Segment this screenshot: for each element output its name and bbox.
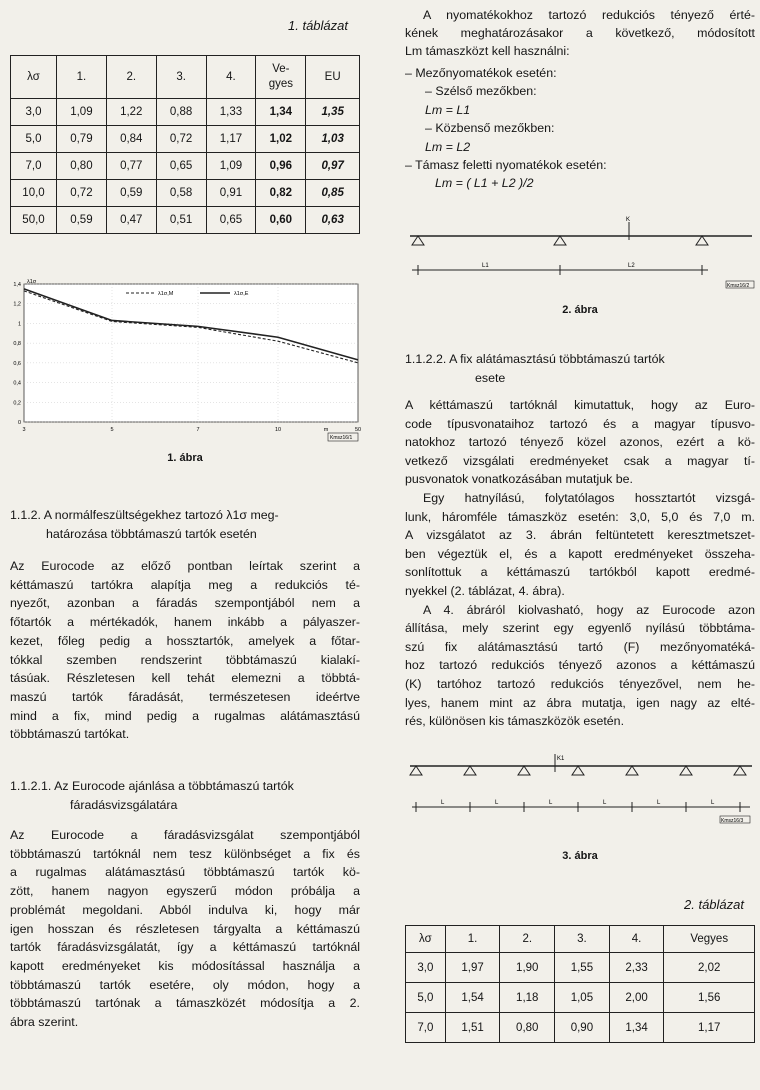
table-cell: 1,33	[206, 99, 256, 126]
table-cell: 0,77	[106, 153, 156, 180]
table-cell: 2,00	[609, 983, 664, 1013]
text-line: tartók fáradásvizsgálatát, így a kéttámaszú tartóknál	[10, 940, 360, 955]
list-item: – Szélső mezőkben:	[425, 84, 537, 99]
text-line: A vizsgálatot az 3. ábrán feltüntetett keresztmetszet-	[405, 528, 755, 543]
header-cell: 2.	[500, 926, 555, 953]
header-cell: 1.	[57, 56, 107, 99]
table-cell: 0,96	[256, 153, 306, 180]
formula: Lm = L2	[425, 139, 471, 154]
heading-line: határozása többtámaszú tartók esetén	[46, 526, 257, 541]
text-line: sonlítottuk a kéttámaszú tartókból kapott eredmé-	[405, 565, 755, 580]
y-tick-label: 1,2	[13, 301, 21, 308]
header-cell: 4.	[206, 56, 256, 99]
text-line: pusvonatok vonatkozásában mutatjuk be.	[405, 472, 633, 487]
table-row	[11, 180, 360, 207]
intro-paragraph	[405, 6, 755, 60]
text-line: többtámaszú tartók esetére, oly módon, hogy a	[10, 977, 360, 992]
text-line: nyezőt, azonban a fáradás szempontjából nem a	[10, 596, 360, 611]
table-header-row	[11, 56, 360, 99]
y-tick-label: 0,8	[13, 341, 21, 348]
text-line: code típusvonataihoz tartozó és a magyar típusvo-	[405, 416, 755, 431]
table-cell: 1,09	[206, 153, 256, 180]
heading-line: fáradásvizsgálatára	[70, 797, 178, 812]
table-cell: 1,05	[555, 983, 610, 1013]
support-icon	[626, 766, 638, 775]
table-cell: 1,18	[500, 983, 555, 1013]
support-icon	[680, 766, 692, 775]
text-line: többtámaszú tartóknál nem tesz különbséget a fix és	[10, 846, 360, 861]
table-cell: 2,33	[609, 953, 664, 983]
table-cell: 0,88	[156, 99, 206, 126]
header-cell: 4.	[609, 926, 664, 953]
text-line: A kéttámaszú tartóknál kimutattuk, hogy az Euro-	[405, 398, 755, 412]
text-line: állítása, mely szerint egy egyenlő nyílású többtáma-	[405, 621, 755, 636]
text-line: Lm támaszközt kell használni:	[405, 44, 570, 58]
table-cell: 1,35	[306, 99, 360, 126]
heading-line: esete	[475, 370, 506, 385]
table-row	[406, 953, 755, 983]
y-tick-label: 0,4	[13, 380, 21, 387]
heading-line: 1.1.2.1. Az Eurocode ajánlása a többtámaszú tartók	[10, 779, 294, 793]
text-line: maszú tartók fáradását, természetesen ideértve	[10, 689, 360, 704]
table-cell: 0,47	[106, 207, 156, 234]
table-cell: 3,0	[11, 99, 57, 126]
text-line: a rugalmas alátámasztású többtámaszú tartók kö-	[10, 865, 360, 880]
text-line: vetkező vizsgálati eredményeket csak a magyar tí-	[405, 453, 755, 468]
header-cell: 2.	[106, 56, 156, 99]
figure-stamp: Kmsz16/1	[330, 435, 353, 441]
table-cell: 0,91	[206, 180, 256, 207]
text-line: főtartók a mértékadók, hanem inkább a pályaszer-	[10, 615, 360, 630]
formula: Lm = L1	[425, 102, 471, 117]
table2	[405, 925, 755, 1043]
text-line: lyes, hanem mint az ábra mutatja, igen nagy az elté-	[405, 695, 755, 710]
span-label: L	[657, 800, 661, 806]
text-line: tásúak. Részletesen kell tehát elemezni a többtá-	[10, 671, 360, 686]
table-cell: 0,59	[57, 207, 107, 234]
header-cell: Ve- gyes	[256, 56, 306, 99]
table-cell: 1,51	[445, 1013, 500, 1043]
x-tick-label: 5	[110, 427, 114, 433]
section-1-1-2-2-heading	[405, 350, 755, 387]
table-cell: 0,72	[156, 126, 206, 153]
paragraph-1	[10, 557, 360, 744]
text-line: szú fix alátámasztású tartó (F) mezőnyomatéká-	[405, 639, 755, 654]
table-cell: 0,72	[57, 180, 107, 207]
text-line: problémát megoldani. Abból indulva ki, hogy már	[10, 902, 360, 917]
table-cell: 5,0	[406, 983, 446, 1013]
header-cell: Vegyes	[664, 926, 755, 953]
figure3-caption: 3. ábra	[562, 850, 598, 862]
table-cell: 0,63	[306, 207, 360, 234]
text-line: A nyomatékokhoz tartozó redukciós tényező érté-	[423, 8, 755, 22]
heading-line: 1.1.2. A normálfeszültségekhez tartozó λ1σ meg-	[10, 508, 279, 522]
text-line: lunk, háromféle támaszköz esetén: 3,0, 5,0 és 7,0 m.	[405, 509, 755, 524]
text-line: hoz tartozó redukciós tényező azonos a kéttámaszú	[405, 658, 755, 673]
table-cell: 0,90	[555, 1013, 610, 1043]
text-line: zött, hanem nagyon egyszerű módon próbálja a	[10, 884, 360, 899]
table-cell: 1,55	[555, 953, 610, 983]
x-tick-label: 7	[196, 427, 200, 433]
table-cell: 0,51	[156, 207, 206, 234]
table-cell: 0,82	[256, 180, 306, 207]
table-cell: 1,22	[106, 99, 156, 126]
table-cell: 1,09	[57, 99, 107, 126]
text-line: rés, különösen kis támaszközök esetén.	[405, 714, 625, 729]
plot-area	[24, 284, 358, 422]
text-line: ben végeztük el, és a kapott eredményeket összeha-	[405, 546, 755, 561]
table-cell: 2,02	[664, 953, 755, 983]
corner-label: λ1σ	[27, 279, 37, 285]
list-item: – Támasz feletti nyomatékok esetén:	[405, 158, 607, 173]
lm-definition-list	[405, 64, 755, 193]
table-cell: 0,79	[57, 126, 107, 153]
text-line: Az Eurocode a fáradásvizsgálat szempontjából	[10, 828, 360, 842]
table-cell: 3,0	[406, 953, 446, 983]
figure1-caption: 1. ábra	[167, 452, 203, 464]
text-line: igen hosszan és részletesen tárgyalta a kéttámaszú	[10, 921, 360, 936]
table-cell: 1,56	[664, 983, 755, 1013]
table1-caption: 1. táblázat	[288, 18, 348, 33]
support-icon	[412, 236, 424, 245]
table2-caption: 2. táblázat	[684, 897, 744, 912]
text-line: kének meghatározásakor a következő, módosított	[405, 26, 755, 40]
fig2-l2-label: L2	[628, 263, 635, 269]
text-line: kéttámaszú tartókra alapítja meg a redukciós té-	[10, 577, 360, 592]
header-cell: 3.	[156, 56, 206, 99]
span-label: L	[549, 800, 553, 806]
header-cell: 1.	[445, 926, 500, 953]
formula: Lm = ( L1 + L2 )/2	[435, 176, 534, 191]
header-cell: 3.	[555, 926, 610, 953]
span-label: L	[711, 800, 715, 806]
legend-label-2: λ1σ,E	[234, 291, 249, 297]
text-line: nyekkel (2. táblázat, 4. ábra).	[405, 583, 565, 598]
text-line: natokhoz tartozó tényező közel azonos, ezért a kö-	[405, 435, 755, 450]
figure-stamp: Kmsz16/3	[721, 818, 744, 824]
text-line: ábra szerint.	[10, 1015, 79, 1030]
table-cell: 1,34	[256, 99, 306, 126]
x-tick-label: 10	[274, 427, 282, 433]
fig2-l1-label: L1	[482, 263, 489, 269]
support-icon	[554, 236, 566, 245]
span-label: L	[495, 800, 499, 806]
list-item: – Mezőnyomatékok esetén:	[405, 66, 557, 80]
table-row	[11, 99, 360, 126]
table-cell: 1,97	[445, 953, 500, 983]
table-cell: 0,85	[306, 180, 360, 207]
table-cell: 1,17	[664, 1013, 755, 1043]
table-cell: 1,54	[445, 983, 500, 1013]
figure-stamp: Kmsz16/2	[727, 283, 750, 289]
support-icon	[696, 236, 708, 245]
table-cell: 0,60	[256, 207, 306, 234]
x-tick-label: 50	[354, 427, 362, 433]
text-line: többtámaszú tartókat.	[10, 727, 130, 742]
figure2-diagram	[400, 210, 760, 290]
y-tick-label: 0,6	[13, 360, 21, 367]
table-cell: 50,0	[11, 207, 57, 234]
x-tick-label: m	[323, 427, 329, 433]
table-cell: 0,59	[106, 180, 156, 207]
table-cell: 0,97	[306, 153, 360, 180]
table-cell: 10,0	[11, 180, 57, 207]
paragraph-2	[10, 826, 360, 1032]
table-cell: 7,0	[11, 153, 57, 180]
text-line: tókkal szemben rendszerint többtámaszú kialakí-	[10, 652, 360, 667]
table-cell: 1,17	[206, 126, 256, 153]
text-line: mind a fix, mind pedig a rugalmas alátámasztású	[10, 708, 360, 723]
text-line: kapott eredményeket kis módosítással használja a	[10, 958, 360, 973]
y-tick-label: 1,4	[13, 282, 21, 288]
table-row	[406, 983, 755, 1013]
legend-label-1: λ1σ,M	[158, 291, 174, 297]
table-cell: 5,0	[11, 126, 57, 153]
section-1-1-2-heading	[10, 506, 360, 543]
header-cell: λσ	[11, 56, 57, 99]
table-cell: 1,02	[256, 126, 306, 153]
table-cell: 1,03	[306, 126, 360, 153]
table-cell: 0,58	[156, 180, 206, 207]
table-row	[11, 207, 360, 234]
table-cell: 7,0	[406, 1013, 446, 1043]
figure1-chart	[6, 272, 368, 444]
text-line: többtámaszú tartónak a támaszközét módosítja a 2.	[10, 996, 360, 1011]
heading-line: 1.1.2.2. A fix alátámasztású többtámaszú tartók	[405, 352, 665, 366]
paragraph-3	[405, 396, 755, 731]
span-label: L	[441, 800, 445, 806]
table-cell: 1,34	[609, 1013, 664, 1043]
y-tick-label: 0	[17, 420, 21, 426]
table-row	[11, 126, 360, 153]
support-icon	[734, 766, 746, 775]
table-cell: 0,65	[156, 153, 206, 180]
text-line: Az Eurocode az előző pontban leírtak szerint a	[10, 559, 360, 573]
table-header-row	[406, 926, 755, 953]
span-label: L	[603, 800, 607, 806]
header-cell: EU	[306, 56, 360, 99]
header-cell: λσ	[406, 926, 446, 953]
table-cell: 0,80	[57, 153, 107, 180]
support-icon	[572, 766, 584, 775]
table-cell: 1,90	[500, 953, 555, 983]
text-line: (K) tartóhoz tartozó redukciós tényezővel, nem he-	[405, 676, 755, 691]
y-tick-label: 0,2	[13, 400, 21, 407]
x-tick-label: 3	[22, 427, 26, 433]
support-icon	[464, 766, 476, 775]
y-tick-label: 1	[17, 321, 21, 328]
table-row	[406, 1013, 755, 1043]
support-icon	[410, 766, 422, 775]
list-item: – Közbenső mezőkben:	[425, 121, 555, 136]
table-row	[11, 153, 360, 180]
text-line: kezet, főleg pedig a hossztartók, amelyek a főtar-	[10, 633, 360, 648]
table1	[10, 55, 360, 234]
support-icon	[518, 766, 530, 775]
text-line: Egy hatnyílású, folytatólagos hossztartót vizsgá-	[423, 490, 755, 505]
text-line: A 4. ábráról kiolvasható, hogy az Eurocode azon	[423, 602, 755, 617]
table-cell: 0,65	[206, 207, 256, 234]
section-1-1-2-1-heading	[10, 777, 360, 814]
figure2-caption: 2. ábra	[562, 304, 598, 316]
fig2-k-label: K	[626, 217, 631, 223]
figure3-diagram	[400, 752, 760, 827]
table-cell: 0,84	[106, 126, 156, 153]
fig3-k-label: K1	[557, 756, 565, 762]
table-cell: 0,80	[500, 1013, 555, 1043]
